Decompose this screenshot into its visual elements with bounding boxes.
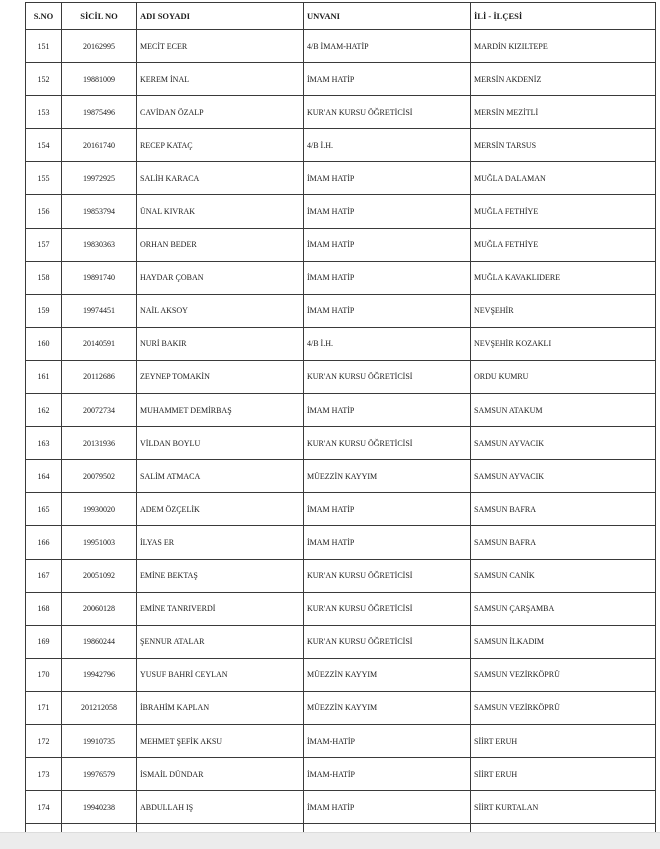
table-row — [26, 625, 656, 658]
cell-sicil-no: 19974451 — [62, 294, 137, 327]
cell-name: ÜNAL KIVRAK — [137, 195, 304, 228]
cell-name: İLYAS ER — [137, 526, 304, 559]
cell-title: İMAM-HATİP — [304, 758, 471, 791]
table-row — [26, 294, 656, 327]
cell-sno: 165 — [26, 493, 62, 526]
cell-sicil-no: 19942796 — [62, 658, 137, 691]
table-row-partial — [26, 824, 656, 832]
cell-name: EMİNE TANRIVERDİ — [137, 592, 304, 625]
table-row — [26, 658, 656, 691]
cell-title: 4/B İ.H. — [304, 327, 471, 360]
cell-sno: 162 — [26, 394, 62, 427]
cell-title: 4/B İMAM-HATİP — [304, 30, 471, 63]
cell-sicil-no: 201212058 — [62, 691, 137, 724]
cell-sno: 163 — [26, 427, 62, 460]
table-row — [26, 427, 656, 460]
table-row — [26, 592, 656, 625]
cell-sno: 152 — [26, 63, 62, 96]
cell-name: ŞENNUR ATALAR — [137, 625, 304, 658]
cell-sno: 167 — [26, 559, 62, 592]
cell-name: EMİNE BEKTAŞ — [137, 559, 304, 592]
cell-name: İSMAİL DÜNDAR — [137, 758, 304, 791]
cell-place: SİİRT ERUH — [471, 724, 656, 757]
table-header-row — [26, 3, 656, 30]
header-title: UNVANI — [304, 3, 471, 30]
table-body — [26, 30, 656, 824]
cell-sicil-no: 20131936 — [62, 427, 137, 460]
cell-title: KUR'AN KURSU ÖĞRETİCİSİ — [304, 559, 471, 592]
personnel-table — [25, 2, 656, 832]
cell-place: MERSİN AKDENİZ — [471, 63, 656, 96]
cell-sicil-no: 20051092 — [62, 559, 137, 592]
cell-title: İMAM HATİP — [304, 228, 471, 261]
cell-sno: 157 — [26, 228, 62, 261]
cell-place: SİİRT KURTALAN — [471, 791, 656, 824]
cell-sicil-no: 20162995 — [62, 30, 137, 63]
cell-sno: 169 — [26, 625, 62, 658]
cell-title: İMAM HATİP — [304, 493, 471, 526]
cell-name: ORHAN BEDER — [137, 228, 304, 261]
cell-sno: 151 — [26, 30, 62, 63]
table-row — [26, 96, 656, 129]
cell-name: YUSUF BAHRİ CEYLAN — [137, 658, 304, 691]
cell-sicil-no: 19860244 — [62, 625, 137, 658]
cell-title: 4/B İ.H. — [304, 129, 471, 162]
cell-sicil-no: 20072734 — [62, 394, 137, 427]
cell-place: MERSİN MEZİTLİ — [471, 96, 656, 129]
cell-sicil-no: 19951003 — [62, 526, 137, 559]
header-name: ADI SOYADI — [137, 3, 304, 30]
cell-sicil-no: 19891740 — [62, 261, 137, 294]
cell-place: NEVŞEHİR KOZAKLI — [471, 327, 656, 360]
cell-sno: 160 — [26, 327, 62, 360]
table-row — [26, 228, 656, 261]
cell-sicil-no: 19853794 — [62, 195, 137, 228]
cell-place: MERSİN TARSUS — [471, 129, 656, 162]
cell-title: İMAM HATİP — [304, 526, 471, 559]
cell-place: ORDU KUMRU — [471, 360, 656, 393]
cell-place: SAMSUN ATAKUM — [471, 394, 656, 427]
cell-title: İMAM HATİP — [304, 195, 471, 228]
viewer-bottom-bar — [0, 832, 660, 849]
cell-title: KUR'AN KURSU ÖĞRETİCİSİ — [304, 592, 471, 625]
cell-name: MECİT ECER — [137, 30, 304, 63]
table-row — [26, 360, 656, 393]
cell-place: SAMSUN BAFRA — [471, 493, 656, 526]
cell-title: KUR'AN KURSU ÖĞRETİCİSİ — [304, 427, 471, 460]
cell-sicil-no: 19875496 — [62, 96, 137, 129]
header-sno: S.NO — [26, 3, 62, 30]
cell-title: İMAM HATİP — [304, 791, 471, 824]
cell-place: SAMSUN VEZİRKÖPRÜ — [471, 691, 656, 724]
cell-title: İMAM HATİP — [304, 394, 471, 427]
cell-place: SAMSUN VEZİRKÖPRÜ — [471, 658, 656, 691]
cell-place: SAMSUN BAFRA — [471, 526, 656, 559]
cell-name: ABDULLAH IŞ — [137, 791, 304, 824]
cell-sno: 164 — [26, 460, 62, 493]
table-row — [26, 791, 656, 824]
cell-name: ZEYNEP TOMAKİN — [137, 360, 304, 393]
cell-sno: 158 — [26, 261, 62, 294]
table-row — [26, 30, 656, 63]
cell-sicil-no: 19940238 — [62, 791, 137, 824]
table-row — [26, 162, 656, 195]
cell-name: NURİ BAKIR — [137, 327, 304, 360]
cell-sno: 172 — [26, 724, 62, 757]
cell-name: KEREM İNAL — [137, 63, 304, 96]
cell-title: İMAM HATİP — [304, 261, 471, 294]
cell-sicil-no: 20079502 — [62, 460, 137, 493]
cell-sicil-no: 19830363 — [62, 228, 137, 261]
cell-title: KUR'AN KURSU ÖĞRETİCİSİ — [304, 360, 471, 393]
cell-title: MÜEZZİN KAYYIM — [304, 460, 471, 493]
cell-name: SALİM ATMACA — [137, 460, 304, 493]
table-row — [26, 63, 656, 96]
table-row — [26, 261, 656, 294]
cell-name: NAİL AKSOY — [137, 294, 304, 327]
cell-sicil-no: 19881009 — [62, 63, 137, 96]
table-row — [26, 724, 656, 757]
cell-title: MÜEZZİN KAYYIM — [304, 691, 471, 724]
table-row — [26, 691, 656, 724]
cell-title: KUR'AN KURSU ÖĞRETİCİSİ — [304, 96, 471, 129]
cell-title: MÜEZZİN KAYYIM — [304, 658, 471, 691]
cell-sno: 156 — [26, 195, 62, 228]
table-row — [26, 394, 656, 427]
table-row — [26, 758, 656, 791]
cell-place: MARDİN KIZILTEPE — [471, 30, 656, 63]
cell-sno: 171 — [26, 691, 62, 724]
header-place: İLİ - İLÇESİ — [471, 3, 656, 30]
cell-place: MUĞLA FETHİYE — [471, 195, 656, 228]
cell-place: MUĞLA KAVAKLIDERE — [471, 261, 656, 294]
table-row — [26, 327, 656, 360]
table-row — [26, 129, 656, 162]
cell-sno: 161 — [26, 360, 62, 393]
cell-title: KUR'AN KURSU ÖĞRETİCİSİ — [304, 625, 471, 658]
cell-sno: 170 — [26, 658, 62, 691]
cell-place: SAMSUN ÇARŞAMBA — [471, 592, 656, 625]
cell-name: MEHMET ŞEFİK AKSU — [137, 724, 304, 757]
cell-name: RECEP KATAÇ — [137, 129, 304, 162]
cell-name: HAYDAR ÇOBAN — [137, 261, 304, 294]
cell-name: MUHAMMET DEMİRBAŞ — [137, 394, 304, 427]
cell-name: SALİH KARACA — [137, 162, 304, 195]
table-row — [26, 195, 656, 228]
cell-title: İMAM HATİP — [304, 162, 471, 195]
cell-name: VİLDAN BOYLU — [137, 427, 304, 460]
cell-place: SİİRT ERUH — [471, 758, 656, 791]
cell-title: İMAM HATİP — [304, 63, 471, 96]
cell-sicil-no: 20161740 — [62, 129, 137, 162]
cell-sicil-no: 19930020 — [62, 493, 137, 526]
cell-sicil-no: 20112686 — [62, 360, 137, 393]
cell-sicil-no: 19910735 — [62, 724, 137, 757]
cell-sicil-no: 20140591 — [62, 327, 137, 360]
table-row — [26, 526, 656, 559]
cell-name: CAVİDAN ÖZALP — [137, 96, 304, 129]
cell-sno: 166 — [26, 526, 62, 559]
cell-sno: 153 — [26, 96, 62, 129]
cell-sicil-no: 19972925 — [62, 162, 137, 195]
cell-title: İMAM-HATİP — [304, 724, 471, 757]
cell-sno: 168 — [26, 592, 62, 625]
cell-place: SAMSUN İLKADIM — [471, 625, 656, 658]
cell-sno: 155 — [26, 162, 62, 195]
cell-place: MUĞLA FETHİYE — [471, 228, 656, 261]
cell-place: SAMSUN CANİK — [471, 559, 656, 592]
cell-sicil-no: 19976579 — [62, 758, 137, 791]
cell-sicil-no: 20060128 — [62, 592, 137, 625]
cell-place: MUĞLA DALAMAN — [471, 162, 656, 195]
cell-sno: 173 — [26, 758, 62, 791]
cell-title: İMAM HATİP — [304, 294, 471, 327]
cell-sno: 159 — [26, 294, 62, 327]
table-row — [26, 559, 656, 592]
table-row — [26, 460, 656, 493]
cell-place: NEVŞEHİR — [471, 294, 656, 327]
cell-place: SAMSUN AYVACIK — [471, 427, 656, 460]
table-row — [26, 493, 656, 526]
cell-place: SAMSUN AYVACIK — [471, 460, 656, 493]
header-sicil-no: SİCİL NO — [62, 3, 137, 30]
cell-sno: 154 — [26, 129, 62, 162]
cell-sno: 174 — [26, 791, 62, 824]
cell-name: İBRAHİM KAPLAN — [137, 691, 304, 724]
cell-name: ADEM ÖZÇELİK — [137, 493, 304, 526]
